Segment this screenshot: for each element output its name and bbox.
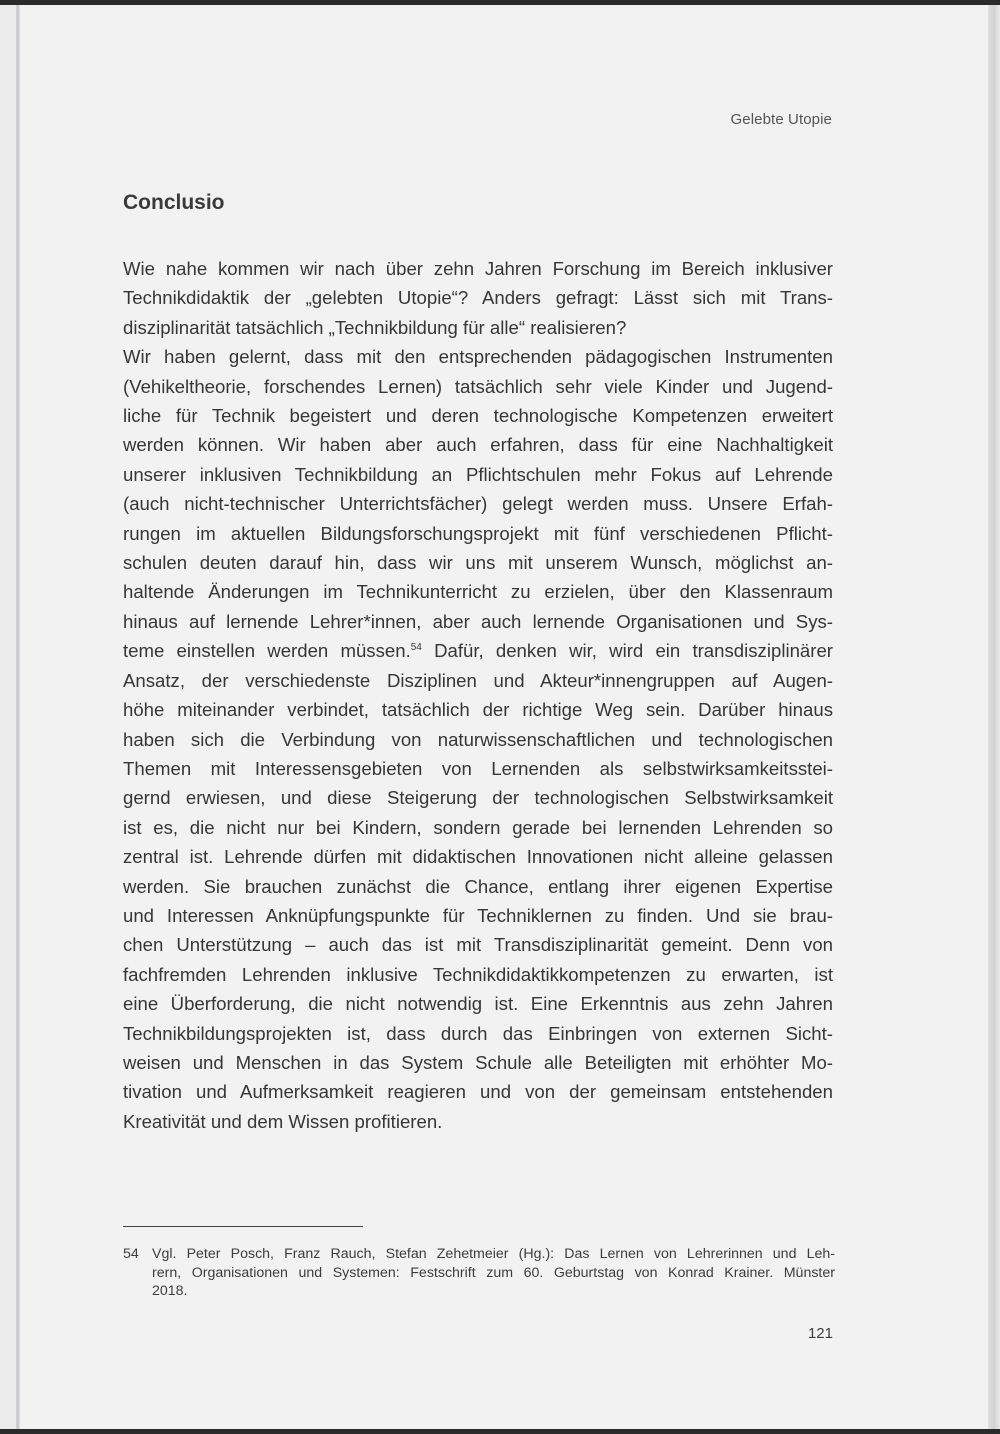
footnote-line: Vgl. Peter Posch, Franz Rauch, Stefan Zehetmeier (Hg.): Das Lernen von Lehrerinnen und Leh- xyxy=(152,1246,835,1262)
body-line: werden. Sie brauchen zunächst die Chance, entlang ihrer eigenen Expertise xyxy=(123,875,833,897)
page-gutter xyxy=(0,5,16,1429)
body-line: weisen und Menschen in das System Schule alle Beteiligten mit erhöhter Mo- xyxy=(123,1051,833,1073)
body-line: fachfremden Lehrenden inklusive Technikdidaktikkompetenzen zu erwarten, ist xyxy=(123,963,833,985)
body-line: haben sich die Verbindung von naturwissenschaftlichen und technologischen xyxy=(123,728,833,750)
page-edge-right xyxy=(988,5,1000,1429)
footnote-line: 2018. xyxy=(152,1283,188,1299)
section-heading: Conclusio xyxy=(123,191,225,214)
body-line: chen Unterstützung – auch das ist mit Transdisziplinarität gemeint. Denn von xyxy=(123,934,833,956)
footnote-number: 54 xyxy=(123,1246,139,1262)
body-line: schulen deuten darauf hin, dass wir uns mit unserem Wunsch, möglichst an- xyxy=(123,552,833,574)
body-line: unserer inklusiven Technikbildung an Pflichtschulen mehr Fokus auf Lehrende xyxy=(123,463,833,485)
body-line: hinaus auf lernende Lehrer*innen, aber auch lernende Organisationen und Sys- xyxy=(123,610,833,632)
body-line: zentral ist. Lehrende dürfen mit didaktischen Innovationen nicht alleine gelassen xyxy=(123,846,833,868)
page-number: 121 xyxy=(807,1325,833,1342)
body-line-with-footnote xyxy=(123,636,833,665)
body-line: eine Überforderung, die nicht notwendig ist. Eine Erkenntnis aus zehn Jahren xyxy=(123,993,833,1015)
footnote-text xyxy=(152,1245,835,1301)
footnote-reference[interactable]: 54 xyxy=(410,642,422,654)
body-text xyxy=(123,254,833,1136)
footnote xyxy=(123,1245,835,1301)
footnote-divider xyxy=(123,1226,363,1227)
page-edge-left xyxy=(16,5,20,1429)
body-line: disziplinarität tatsächlich „Technikbildung für alle“ realisieren? xyxy=(123,316,627,338)
running-head: Gelebte Utopie xyxy=(730,111,832,128)
body-line: Themen mit Interessensgebieten von Lernenden als selbstwirksamkeitsstei- xyxy=(123,757,833,779)
body-line: Wie nahe kommen wir nach über zehn Jahren Forschung im Bereich inklusiver xyxy=(123,258,833,279)
body-line-text: teme einstellen werden müssen. xyxy=(123,640,411,662)
body-line: Technikbildungsprojekten ist, dass durch das Einbringen von externen Sicht- xyxy=(123,1022,833,1044)
body-line: gernd erwiesen, und diese Steigerung der technologischen Selbstwirksamkeit xyxy=(123,787,833,809)
book-page xyxy=(0,5,1000,1429)
body-line: Technikdidaktik der „gelebten Utopie“? Anders gefragt: Lässt sich mit Trans- xyxy=(123,287,833,309)
body-line: werden können. Wir haben aber auch erfahren, dass für eine Nachhaltigkeit xyxy=(123,434,833,456)
footnote-line: rern, Organisationen und Systemen: Festschrift zum 60. Geburtstag von Konrad Krainer. Münster xyxy=(152,1264,835,1281)
body-line: höhe miteinander verbindet, tatsächlich der richtige Weg sein. Darüber hinaus xyxy=(123,699,833,721)
body-line: und Interessen Anknüpfungspunkte für Techniklernen zu finden. Und sie brau- xyxy=(123,904,833,926)
body-line-text: Dafür, denken wir, wird ein transdisziplinärer xyxy=(421,640,833,662)
body-line: (auch nicht-technischer Unterrichtsfächer) gelegt werden muss. Unsere Erfah- xyxy=(123,493,833,515)
body-line: ist es, die nicht nur bei Kindern, sondern gerade bei lernenden Lehrenden so xyxy=(123,816,833,838)
body-line: Kreativität und dem Wissen profitieren. xyxy=(123,1110,443,1132)
body-line: liche für Technik begeistert und deren technologische Kompetenzen erweitert xyxy=(123,405,833,427)
body-line: (Vehikeltheorie, forschendes Lernen) tatsächlich sehr viele Kinder und Jugend- xyxy=(123,375,833,397)
body-line: Ansatz, der verschiedenste Disziplinen und Akteur*innengruppen auf Augen- xyxy=(123,669,833,691)
body-line: haltende Änderungen im Technikunterricht zu erzielen, über den Klassenraum xyxy=(123,581,833,603)
body-line: Wir haben gelernt, dass mit den entsprechenden pädagogischen Instrumenten xyxy=(123,346,833,368)
body-line: rungen im aktuellen Bildungsforschungsprojekt mit fünf verschiedenen Pflicht- xyxy=(123,522,833,544)
body-line: tivation und Aufmerksamkeit reagieren und von der gemeinsam entstehenden xyxy=(123,1081,833,1103)
